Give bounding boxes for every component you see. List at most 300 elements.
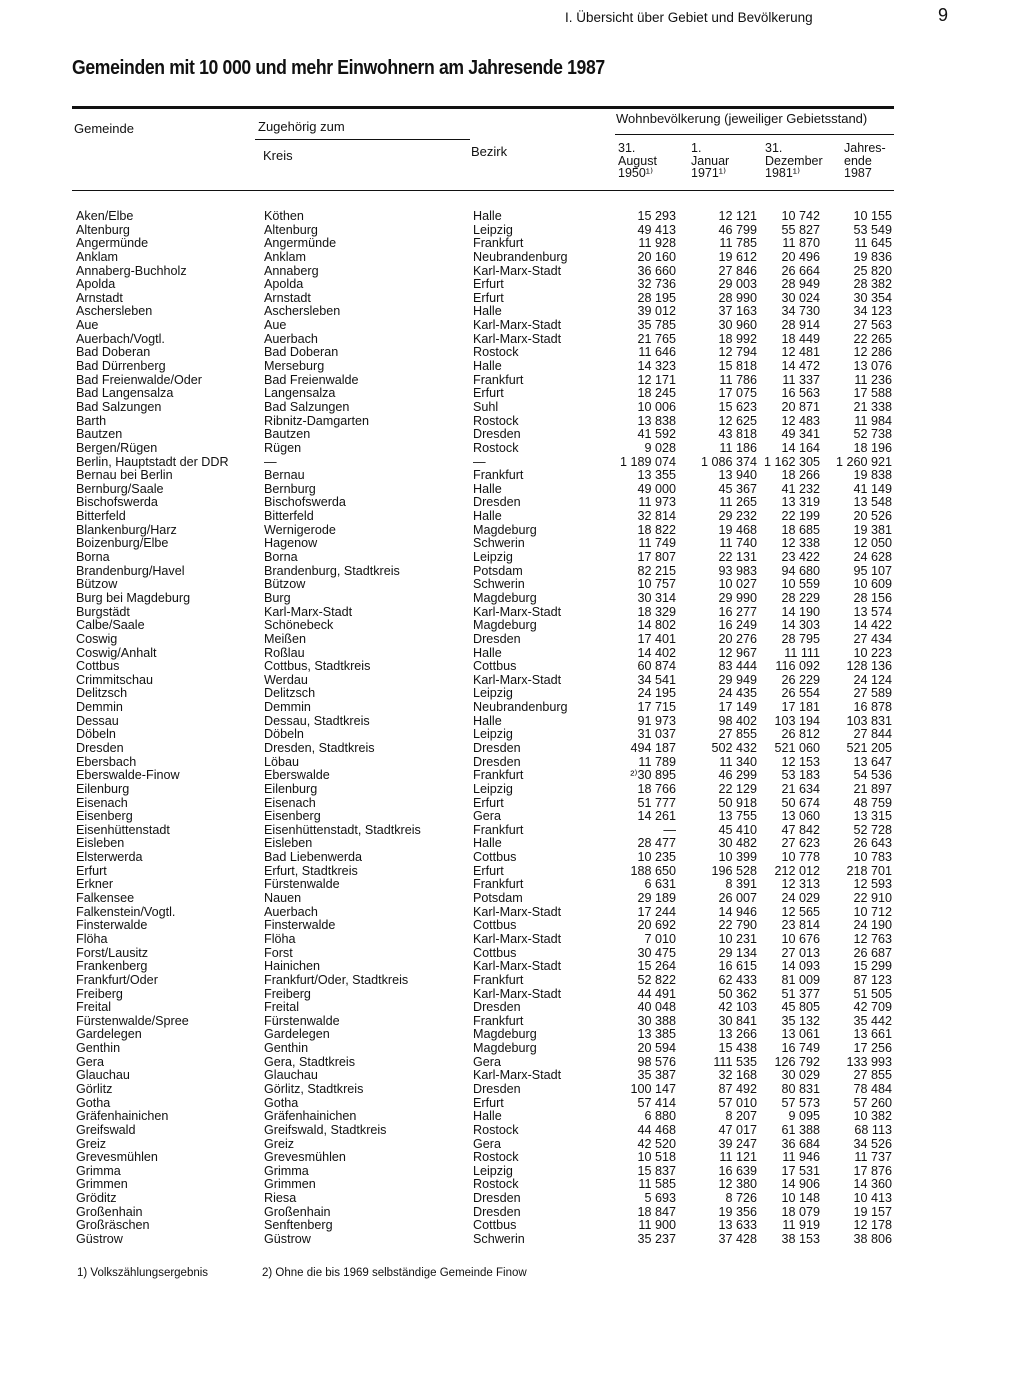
cell-1981: 26 664: [781, 263, 820, 278]
cell-gemeinde: Eisenberg: [76, 809, 133, 824]
cell-1950: 17 807: [637, 550, 676, 565]
cell-1971: 19 356: [718, 1204, 757, 1219]
cell-1987: 57 260: [853, 1095, 892, 1110]
cell-bezirk: Dresden: [473, 427, 521, 442]
cell-bezirk: Frankfurt: [473, 877, 524, 892]
cell-1981: 26 554: [781, 686, 820, 701]
header-zugehoerig: Zugehörig zum: [258, 119, 345, 134]
cell-gemeinde: Annaberg-Buchholz: [76, 263, 187, 278]
cell-bezirk: Magdeburg: [473, 1027, 537, 1042]
cell-1950: 11 973: [638, 495, 676, 510]
cell-kreis: Annaberg: [264, 263, 319, 278]
cell-1981: 14 190: [781, 604, 820, 619]
cell-1981: 14 164: [781, 440, 820, 455]
cell-kreis: Grevesmühlen: [264, 1150, 346, 1165]
cell-1950: 28 477: [637, 836, 676, 851]
cell-1950: 39 012: [637, 304, 676, 319]
header-1981: 31. Dezember 1981¹⁾: [765, 141, 823, 180]
cell-1987: 10 382: [853, 1109, 892, 1124]
cell-1950: 20 594: [637, 1041, 676, 1056]
cell-1950: 35 237: [637, 1232, 676, 1247]
column-kreis: [264, 210, 469, 1247]
cell-1950: 5 693: [644, 1191, 676, 1206]
cell-bezirk: Erfurt: [473, 1095, 504, 1110]
cell-1971: 42 103: [718, 1000, 757, 1015]
cell-1987: 19 157: [853, 1204, 892, 1219]
cell-kreis: Döbeln: [264, 727, 304, 742]
cell-1950: 41 592: [637, 427, 676, 442]
cell-1950: 51 777: [637, 795, 676, 810]
cell-1971: 13 266: [718, 1027, 757, 1042]
cell-1950: 100 147: [630, 1082, 676, 1096]
cell-bezirk: Frankfurt: [473, 236, 524, 251]
cell-1971: 13 755: [718, 809, 757, 824]
cell-bezirk: Karl-Marx-Stadt: [473, 931, 562, 946]
cell-1981: 17 531: [781, 1163, 820, 1178]
cell-1981: 36 684: [781, 1136, 820, 1151]
cell-1987: 10 609: [853, 577, 892, 592]
cell-kreis: Apolda: [264, 277, 304, 292]
cell-1987: 68 113: [854, 1122, 892, 1137]
cell-1981: 26 812: [781, 727, 820, 742]
cell-1950: 18 329: [637, 604, 676, 619]
cell-1981: 11 337: [782, 372, 820, 387]
running-head: I. Übersicht über Gebiet und Bevölkerung: [565, 10, 813, 25]
cell-1971: 50 362: [718, 986, 757, 1001]
cell-gemeinde: Bitterfeld: [76, 509, 126, 524]
cell-1987: 27 563: [853, 318, 892, 333]
cell-kreis: Bützow: [264, 577, 306, 592]
cell-1981: 17 181: [781, 700, 820, 715]
cell-1971: 19 612: [718, 249, 757, 264]
cell-1987: 10 155: [853, 209, 892, 223]
cell-1950: 49 413: [637, 222, 676, 237]
cell-gemeinde: Bautzen: [76, 427, 123, 442]
cell-1981: 12 153: [781, 754, 820, 769]
cell-1987: 18 196: [853, 440, 892, 455]
cell-gemeinde: Gardelegen: [76, 1027, 142, 1042]
cell-gemeinde: Borna: [76, 550, 110, 565]
cell-1987: 13 647: [853, 754, 892, 769]
cell-kreis: Schönebeck: [264, 618, 334, 633]
cell-bezirk: Karl-Marx-Stadt: [473, 672, 562, 687]
cell-1950: 11 928: [638, 236, 676, 251]
cell-kreis: Freiberg: [264, 986, 311, 1001]
cell-kreis: Angermünde: [264, 236, 337, 251]
header-1950: 31. August 1950¹⁾: [618, 141, 657, 180]
cell-1971: 29 990: [718, 590, 757, 605]
cell-1950: 32 736: [637, 277, 676, 292]
cell-gemeinde: Glauchau: [76, 1068, 130, 1083]
cell-1987: 17 588: [853, 386, 892, 401]
cell-bezirk: Gera: [473, 1136, 501, 1151]
cell-gemeinde: Brandenburg/Havel: [76, 563, 185, 578]
cell-gemeinde: Burgstädt: [76, 604, 130, 619]
cell-1987: 21 338: [853, 399, 892, 414]
cell-1987: 12 593: [853, 877, 892, 892]
cell-kreis: Görlitz, Stadtkreis: [264, 1082, 364, 1096]
cell-bezirk: Cottbus: [473, 659, 517, 674]
cell-kreis: Aue: [264, 318, 287, 333]
cell-1981: 9 095: [788, 1109, 820, 1124]
cell-1987: 133 993: [846, 1054, 892, 1069]
cell-kreis: Gräfenhainichen: [264, 1109, 357, 1124]
cell-gemeinde: Grevesmühlen: [76, 1150, 158, 1165]
cell-1971: 45 367: [718, 481, 757, 496]
cell-gemeinde: Fürstenwalde/Spree: [76, 1013, 189, 1028]
cell-bezirk: Leipzig: [473, 550, 513, 565]
cell-1981: 14 093: [781, 959, 820, 974]
cell-1981: 12 565: [781, 904, 820, 919]
cell-1987: 27 434: [853, 631, 892, 646]
cell-1981: 14 303: [781, 618, 820, 633]
cell-kreis: Hagenow: [264, 536, 318, 551]
cell-1981: 57 573: [781, 1095, 820, 1110]
cell-kreis: Cottbus, Stadtkreis: [264, 659, 371, 674]
cell-kreis: Eisleben: [264, 836, 313, 851]
cell-1987: 17 256: [853, 1041, 892, 1056]
cell-gemeinde: Erkner: [76, 877, 114, 892]
cell-1987: 38 806: [853, 1232, 892, 1247]
cell-bezirk: Cottbus: [473, 918, 517, 933]
cell-bezirk: Gera: [473, 809, 501, 824]
cell-1981: 13 319: [781, 495, 820, 510]
cell-gemeinde: Aschersleben: [76, 304, 153, 319]
cell-1950: 14 802: [637, 618, 676, 633]
cell-bezirk: Halle: [473, 209, 502, 223]
cell-1981: 28 914: [781, 318, 820, 333]
cell-gemeinde: Bad Salzungen: [76, 399, 162, 414]
cell-1950: 6 880: [644, 1109, 676, 1124]
cell-gemeinde: Aken/Elbe: [76, 209, 134, 223]
cell-1971: 11 785: [719, 236, 757, 251]
cell-1971: 11 340: [719, 754, 757, 769]
cell-kreis: Ribnitz-Damgarten: [264, 413, 369, 428]
cell-bezirk: Rostock: [473, 1177, 519, 1192]
cell-bezirk: Frankfurt: [473, 768, 524, 783]
cell-gemeinde: Falkensee: [76, 891, 135, 906]
cell-bezirk: Halle: [473, 1109, 502, 1124]
cell-1981: 80 831: [781, 1082, 820, 1096]
cell-1981: 30 029: [781, 1068, 820, 1083]
cell-gemeinde: Bad Langensalza: [76, 386, 174, 401]
cell-1987: 16 878: [853, 700, 892, 715]
cell-bezirk: Schwerin: [473, 1232, 525, 1247]
cell-1950: 188 650: [630, 863, 676, 878]
cell-1950: 13 838: [637, 413, 676, 428]
cell-1971: 27 855: [718, 727, 757, 742]
cell-1971: 29 232: [718, 509, 757, 524]
cell-kreis: Greifswald, Stadtkreis: [264, 1122, 387, 1137]
cell-gemeinde: Auerbach/Vogtl.: [76, 331, 165, 346]
cell-1971: 26 007: [718, 891, 757, 906]
cell-1987: 78 484: [853, 1082, 892, 1096]
cell-gemeinde: Blankenburg/Harz: [76, 522, 177, 537]
cell-1981: 12 338: [781, 536, 820, 551]
cell-1971: 19 468: [718, 522, 757, 537]
cell-bezirk: Suhl: [473, 399, 499, 414]
cell-bezirk: Dresden: [473, 1191, 521, 1206]
cell-1950: 11 789: [638, 754, 676, 769]
cell-1987: 10 413: [853, 1191, 892, 1206]
cell-1950: 40 048: [637, 1000, 676, 1015]
cell-1971: 15 623: [718, 399, 757, 414]
cell-kreis: Brandenburg, Stadtkreis: [264, 563, 400, 578]
cell-1987: 128 136: [846, 659, 892, 674]
cell-1981: 34 730: [781, 304, 820, 319]
cell-1987: 12 763: [853, 931, 892, 946]
cell-1981: 94 680: [781, 563, 820, 578]
cell-1971: 14 946: [718, 904, 757, 919]
cell-kreis: Senftenberg: [264, 1218, 333, 1233]
cell-1981: 13 060: [781, 809, 820, 824]
cell-1950: 494 187: [630, 740, 676, 755]
cell-1971: 13 633: [718, 1218, 757, 1233]
cell-bezirk: —: [473, 454, 486, 469]
cell-kreis: Grimmen: [264, 1177, 316, 1192]
cell-gemeinde: Angermünde: [76, 236, 149, 251]
cell-1981: 50 674: [781, 795, 820, 810]
cell-kreis: Frankfurt/Oder, Stadtkreis: [264, 972, 409, 987]
cell-1950: 11 585: [638, 1177, 676, 1192]
cell-gemeinde: Elsterwerda: [76, 850, 143, 865]
cell-1987: 52 738: [853, 427, 892, 442]
cell-1950: 14 323: [637, 359, 676, 374]
cell-1987: 1 260 921: [835, 454, 892, 469]
cell-gemeinde: Crimmitschau: [76, 672, 153, 687]
column-1987: [815, 210, 892, 1247]
cell-1971: 98 402: [718, 713, 757, 728]
cell-kreis: Gera, Stadtkreis: [264, 1054, 355, 1069]
cell-gemeinde: Aue: [76, 318, 99, 333]
cell-kreis: Werdau: [264, 672, 308, 687]
cell-1971: 16 639: [718, 1163, 757, 1178]
cell-1950: 32 814: [637, 509, 676, 524]
cell-1987: 11 645: [854, 236, 892, 251]
cell-bezirk: Erfurt: [473, 863, 504, 878]
cell-1987: 30 354: [853, 290, 892, 305]
cell-1971: 29 134: [718, 945, 757, 960]
cell-1987: 24 190: [853, 918, 892, 933]
cell-1950: 28 195: [637, 290, 676, 305]
cell-kreis: Aschersleben: [264, 304, 341, 319]
header-wohnbevoelkerung: Wohnbevölkerung (jeweiliger Gebietsstand): [616, 111, 868, 126]
cell-bezirk: Erfurt: [473, 795, 504, 810]
cell-1987: 218 701: [846, 863, 892, 878]
cell-1981: 53 183: [781, 768, 820, 783]
cell-1981: 1 162 305: [763, 454, 820, 469]
cell-kreis: Borna: [264, 550, 298, 565]
cell-1981: 28 229: [781, 590, 820, 605]
cell-bezirk: Halle: [473, 481, 502, 496]
cell-1981: 18 079: [781, 1204, 820, 1219]
cell-1950: 17 715: [637, 700, 676, 715]
cell-gemeinde: Döbeln: [76, 727, 116, 742]
cell-gemeinde: Freiberg: [76, 986, 123, 1001]
cell-bezirk: Halle: [473, 713, 502, 728]
cell-1950: 30 388: [637, 1013, 676, 1028]
cell-1987: 21 897: [853, 781, 892, 796]
cell-1981: 41 232: [781, 481, 820, 496]
cell-1971: 8 207: [725, 1109, 757, 1124]
cell-1981: 12 481: [781, 345, 820, 360]
cell-1971: 30 841: [718, 1013, 757, 1028]
cell-1987: 13 076: [853, 359, 892, 374]
cell-1971: 93 983: [718, 563, 757, 578]
cell-1950: 17 244: [637, 904, 676, 919]
cell-1971: 12 967: [718, 645, 757, 660]
cell-kreis: Demmin: [264, 700, 311, 715]
cell-bezirk: Karl-Marx-Stadt: [473, 986, 562, 1001]
cell-bezirk: Karl-Marx-Stadt: [473, 904, 562, 919]
cell-gemeinde: Gera: [76, 1054, 104, 1069]
column-gemeinde: [76, 210, 256, 1247]
cell-gemeinde: Berlin, Hauptstadt der DDR: [76, 454, 229, 469]
cell-bezirk: Leipzig: [473, 222, 513, 237]
cell-gemeinde: Bischofswerda: [76, 495, 158, 510]
cell-1971: 27 846: [718, 263, 757, 278]
cell-kreis: Riesa: [264, 1191, 297, 1206]
cell-1950: 12 171: [637, 372, 676, 387]
cell-kreis: Nauen: [264, 891, 302, 906]
cell-1950: 15 293: [637, 209, 676, 223]
cell-1971: 15 438: [718, 1041, 757, 1056]
cell-1987: 26 643: [853, 836, 892, 851]
cell-1987: 11 236: [854, 372, 892, 387]
cell-1950: 18 245: [637, 386, 676, 401]
cell-1987: 19 838: [853, 468, 892, 483]
cell-1950: 21 765: [637, 331, 676, 346]
cell-gemeinde: Boizenburg/Elbe: [76, 536, 169, 551]
cell-1981: 35 132: [781, 1013, 820, 1028]
cell-kreis: Altenburg: [264, 222, 318, 237]
cell-bezirk: Dresden: [473, 1082, 521, 1096]
cell-bezirk: Karl-Marx-Stadt: [473, 331, 562, 346]
cell-kreis: Eisenach: [264, 795, 316, 810]
cell-bezirk: Rostock: [473, 440, 519, 455]
cell-1987: 25 820: [853, 263, 892, 278]
cell-kreis: Langensalza: [264, 386, 336, 401]
cell-gemeinde: Eilenburg: [76, 781, 130, 796]
cell-gemeinde: Cottbus: [76, 659, 120, 674]
cell-kreis: Fürstenwalde: [264, 1013, 340, 1028]
cell-1987: 10 783: [853, 850, 892, 865]
cell-bezirk: Cottbus: [473, 850, 517, 865]
cell-1981: 126 792: [774, 1054, 820, 1069]
cell-1950: 11 900: [638, 1218, 676, 1233]
cell-1971: 37 163: [718, 304, 757, 319]
cell-1987: 13 574: [853, 604, 892, 619]
cell-1971: 22 131: [718, 550, 757, 565]
cell-1987: 14 360: [853, 1177, 892, 1192]
cell-1987: 51 505: [853, 986, 892, 1001]
cell-1971: 502 432: [711, 740, 757, 755]
cell-kreis: Glauchau: [264, 1068, 318, 1083]
cell-1971: 16 615: [718, 959, 757, 974]
cell-1950: 24 195: [637, 686, 676, 701]
cell-1950: 18 822: [637, 522, 676, 537]
cell-1971: 1 086 374: [700, 454, 757, 469]
cell-1987: 27 589: [853, 686, 892, 701]
cell-1950: 35 785: [637, 318, 676, 333]
cell-1950: 57 414: [637, 1095, 676, 1110]
cell-1971: 29 003: [718, 277, 757, 292]
cell-1971: 47 017: [718, 1122, 757, 1137]
cell-1987: 34 123: [853, 304, 892, 319]
cell-kreis: Roßlau: [264, 645, 305, 660]
cell-gemeinde: Gräfenhainichen: [76, 1109, 169, 1124]
cell-1981: 12 313: [781, 877, 820, 892]
cell-1971: 12 380: [718, 1177, 757, 1192]
cell-bezirk: Dresden: [473, 1204, 521, 1219]
cell-1981: 51 377: [781, 986, 820, 1001]
cell-1971: 10 027: [718, 577, 757, 592]
header-1987: Jahres- ende 1987: [844, 141, 886, 180]
cell-1950: 34 541: [637, 672, 676, 687]
cell-gemeinde: Greiz: [76, 1136, 107, 1151]
cell-1981: 26 229: [781, 672, 820, 687]
cell-1950: 6 631: [644, 877, 676, 892]
cell-gemeinde: Falkenstein/Vogtl.: [76, 904, 176, 919]
cell-1981: 521 060: [774, 740, 820, 755]
cell-1987: 19 381: [853, 522, 892, 537]
cell-1987: 24 628: [853, 550, 892, 565]
cell-gemeinde: Gotha: [76, 1095, 111, 1110]
cell-kreis: Auerbach: [264, 904, 318, 919]
cell-1981: 10 742: [781, 209, 820, 223]
cell-bezirk: Halle: [473, 836, 502, 851]
cell-1987: 52 728: [853, 822, 892, 837]
cell-1987: 95 107: [853, 563, 892, 578]
cell-1987: 87 123: [853, 972, 892, 987]
cell-kreis: Grimma: [264, 1163, 309, 1178]
cell-kreis: Köthen: [264, 209, 304, 223]
cell-1987: 22 910: [853, 891, 892, 906]
cell-bezirk: Rostock: [473, 1150, 519, 1165]
cell-kreis: Bischofswerda: [264, 495, 346, 510]
cell-gemeinde: Erfurt: [76, 863, 107, 878]
cell-1971: 111 535: [713, 1054, 757, 1069]
cell-kreis: Bad Freienwalde: [264, 372, 359, 387]
cell-gemeinde: Dresden: [76, 740, 124, 755]
cell-1971: 37 428: [718, 1232, 757, 1247]
cell-1971: 12 121: [718, 209, 757, 223]
cell-gemeinde: Gröditz: [76, 1191, 117, 1206]
cell-kreis: Erfurt, Stadtkreis: [264, 863, 358, 878]
cell-bezirk: Gera: [473, 1054, 501, 1069]
cell-1981: 22 199: [781, 509, 820, 524]
cell-1981: 24 029: [781, 891, 820, 906]
cell-1981: 38 153: [781, 1232, 820, 1247]
cell-gemeinde: Eisleben: [76, 836, 125, 851]
cell-1950: 14 261: [637, 809, 676, 824]
cell-bezirk: Leipzig: [473, 727, 513, 742]
cell-1987: 103 831: [846, 713, 892, 728]
cell-1981: 61 388: [781, 1122, 820, 1137]
cell-gemeinde: Eberswalde-Finow: [76, 768, 180, 783]
cell-kreis: Gotha: [264, 1095, 299, 1110]
cell-gemeinde: Bernburg/Saale: [76, 481, 164, 496]
cell-1950: 18 766: [637, 781, 676, 796]
cell-1950: 10 006: [637, 399, 676, 414]
cell-1950: —: [663, 822, 676, 837]
cell-1981: 28 795: [781, 631, 820, 646]
cell-bezirk: Halle: [473, 359, 502, 374]
cell-bezirk: Halle: [473, 304, 502, 319]
cell-1971: 12 625: [718, 413, 757, 428]
cell-1950: 49 000: [637, 481, 676, 496]
cell-kreis: Gardelegen: [264, 1027, 330, 1042]
